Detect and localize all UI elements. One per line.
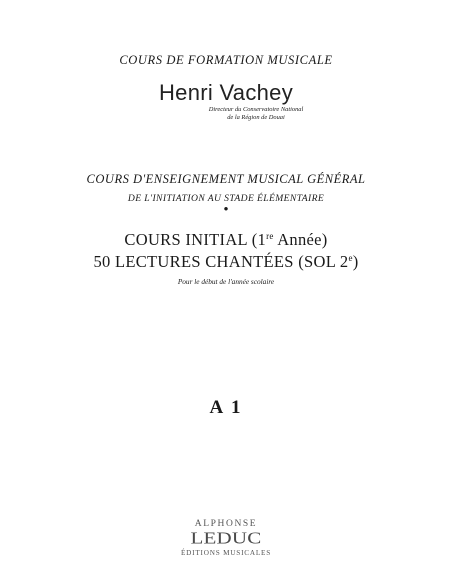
- level-title: [0, 230, 452, 250]
- volume-label: A 1: [209, 397, 243, 418]
- lessons-title: [0, 252, 452, 272]
- publisher-first-name: ALPHONSE: [194, 519, 258, 529]
- level-text: COURS INITIAL (1: [124, 230, 267, 249]
- publisher-subtitle: ÉDITIONS MUSICALES: [180, 549, 272, 557]
- usage-note: Pour le début de l'année scolaire: [177, 277, 275, 286]
- bullet-separator: •: [223, 202, 229, 218]
- course-subtitle: DE L'INITIATION AU STADE ÉLÉMENTAIRE: [127, 193, 325, 204]
- author-affiliation-line2: de la Région de Douai: [227, 114, 285, 121]
- lessons-text: 50 LECTURES CHANTÉES (SOL 2: [93, 252, 349, 271]
- author-affiliation-line1: Directeur du Conservatoire National: [208, 106, 304, 113]
- publisher-name: LEDUC: [190, 528, 262, 548]
- lessons-superscript: e: [348, 253, 353, 263]
- lessons-text-end: ): [352, 252, 359, 271]
- author-name: Henri Vachey: [158, 80, 294, 105]
- level-text-end: Année): [273, 230, 328, 249]
- series-title: COURS DE FORMATION MUSICALE: [119, 53, 333, 67]
- course-title: COURS D'ENSEIGNEMENT MUSICAL GÉNÉRAL: [86, 172, 366, 186]
- level-superscript: re: [266, 231, 274, 241]
